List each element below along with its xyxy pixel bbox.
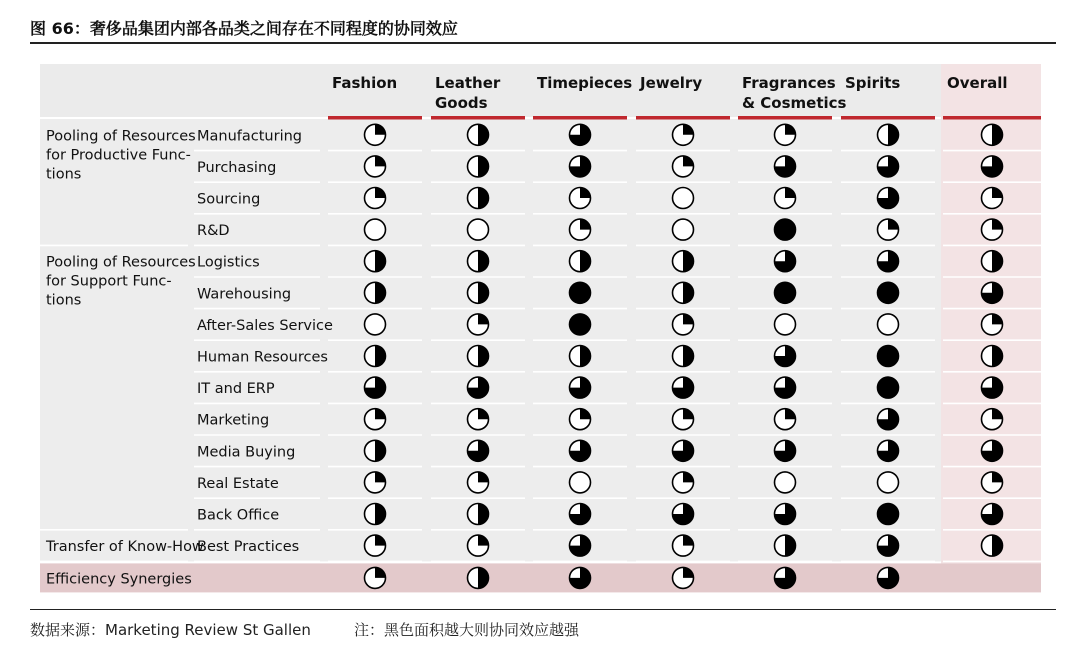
synergy-pie (673, 251, 694, 272)
synergy-pie (468, 124, 489, 145)
synergy-pie (775, 251, 796, 272)
synergy-pie (365, 188, 386, 209)
synergy-pie (673, 472, 694, 493)
row-label: Human Resources (197, 349, 328, 366)
synergy-pie (570, 156, 591, 177)
synergy-pie (775, 124, 796, 145)
column-header: Goods (435, 94, 488, 112)
synergy-pie (468, 251, 489, 272)
synergy-pie (468, 219, 489, 240)
row-label: Warehousing (197, 286, 292, 303)
synergy-pie (365, 314, 386, 335)
synergy-pie (365, 156, 386, 177)
column-header-underline (943, 116, 1041, 120)
synergy-pie (775, 440, 796, 461)
summary-pie (878, 567, 899, 588)
pie-fill (878, 504, 899, 525)
summary-pie (468, 567, 489, 588)
synergy-pie (982, 535, 1003, 556)
footer-rule (30, 609, 1056, 610)
synergy-pie (982, 346, 1003, 367)
summary-pie (365, 567, 386, 588)
group-label: Transfer of Know-How (46, 539, 204, 556)
column-header-underline (841, 116, 935, 120)
synergy-pie (982, 156, 1003, 177)
synergy-pie (570, 440, 591, 461)
pie-outline (775, 472, 796, 493)
column-header: Spirits (845, 74, 901, 92)
synergy-pie (982, 219, 1003, 240)
column-header-underline (431, 116, 525, 120)
pie-fill (775, 219, 796, 240)
synergy-pie (365, 440, 386, 461)
synergy-pie (468, 188, 489, 209)
synergy-pie (775, 314, 796, 335)
synergy-pie (878, 440, 899, 461)
synergy-pie (878, 124, 899, 145)
synergy-pie (775, 472, 796, 493)
pie-outline (878, 314, 899, 335)
synergy-pie (878, 282, 899, 303)
summary-pie (775, 567, 796, 588)
synergy-pie (570, 219, 591, 240)
synergy-pie (673, 219, 694, 240)
synergy-pie (775, 346, 796, 367)
synergy-pie (468, 346, 489, 367)
synergy-pie (673, 409, 694, 430)
summary-pie (570, 567, 591, 588)
column-header-underline (738, 116, 832, 120)
synergy-pie (878, 251, 899, 272)
group-label: Pooling of Resources (46, 254, 196, 271)
synergy-pie (878, 472, 899, 493)
synergy-pie (468, 535, 489, 556)
row-label: Real Estate (197, 475, 279, 492)
synergy-pie (673, 440, 694, 461)
synergy-pie (570, 282, 591, 303)
synergy-pie (673, 377, 694, 398)
synergy-pie (673, 504, 694, 525)
synergy-pie (570, 504, 591, 525)
row-label: Logistics (197, 254, 260, 271)
group-label: tions (46, 292, 82, 309)
synergy-pie (982, 504, 1003, 525)
group-label: for Productive Func- (46, 147, 191, 164)
synergy-pie (570, 251, 591, 272)
synergy-pie (878, 219, 899, 240)
summary-pie (673, 567, 694, 588)
synergy-pie (878, 535, 899, 556)
row-label: Marketing (197, 412, 270, 429)
group-label: for Support Func- (46, 273, 172, 290)
synergy-pie (775, 219, 796, 240)
synergy-pie (878, 156, 899, 177)
row-label: Media Buying (197, 444, 296, 461)
pie-outline (468, 219, 489, 240)
synergy-pie (982, 188, 1003, 209)
row-label: Back Office (197, 507, 280, 524)
synergy-pie (365, 219, 386, 240)
synergy-pie (468, 314, 489, 335)
pie-fill (878, 346, 899, 367)
pie-fill (878, 282, 899, 303)
synergy-pie (570, 472, 591, 493)
pie-fill (570, 314, 591, 335)
pie-outline (878, 472, 899, 493)
row-label: Best Practices (197, 539, 300, 556)
synergy-pie (365, 409, 386, 430)
pie-fill (775, 282, 796, 303)
row-label: Manufacturing (197, 128, 302, 145)
synergy-pie (878, 188, 899, 209)
column-header-underline (533, 116, 627, 120)
pie-outline (365, 314, 386, 335)
synergy-pie (673, 282, 694, 303)
synergy-pie (365, 377, 386, 398)
pie-outline (570, 472, 591, 493)
synergy-pie (775, 535, 796, 556)
group-label: tions (46, 166, 82, 183)
synergy-pie (775, 282, 796, 303)
synergy-pie (468, 472, 489, 493)
synergy-pie (982, 377, 1003, 398)
synergy-pie (673, 314, 694, 335)
synergy-pie (673, 188, 694, 209)
synergy-pie (365, 124, 386, 145)
synergy-pie (982, 472, 1003, 493)
summary-label: Efficiency Synergies (46, 571, 192, 588)
synergy-pie (365, 282, 386, 303)
synergy-pie (570, 124, 591, 145)
synergy-pie (878, 377, 899, 398)
column-header: Timepieces (537, 74, 633, 92)
synergy-pie (673, 346, 694, 367)
synergy-pie (775, 188, 796, 209)
row-label: IT and ERP (197, 381, 275, 398)
synergy-pie (570, 314, 591, 335)
synergy-pie (775, 504, 796, 525)
synergy-pie (982, 440, 1003, 461)
column-header: Fashion (332, 74, 398, 92)
row-label: Sourcing (197, 191, 261, 208)
synergy-pie (570, 188, 591, 209)
synergy-pie (775, 156, 796, 177)
synergy-pie (365, 346, 386, 367)
synergy-pie (468, 156, 489, 177)
column-header: Fragrances (742, 74, 836, 92)
column-header: Overall (947, 74, 1008, 92)
synergy-pie (673, 124, 694, 145)
synergy-pie (365, 535, 386, 556)
synergy-pie (570, 377, 591, 398)
group-label: Pooling of Resources (46, 128, 196, 145)
source-note: 数据来源：Marketing Review St Gallen (30, 621, 311, 639)
pie-outline (775, 314, 796, 335)
synergy-pie (878, 314, 899, 335)
synergy-pie (982, 409, 1003, 430)
column-header-underline (636, 116, 730, 120)
synergy-pie (775, 377, 796, 398)
synergy-pie (775, 409, 796, 430)
column-header: Jewelry (640, 74, 703, 92)
synergy-pie (468, 440, 489, 461)
synergy-pie (570, 346, 591, 367)
pie-outline (673, 219, 694, 240)
synergy-pie (982, 124, 1003, 145)
synergy-pie (982, 282, 1003, 303)
legend-note: 注：黑色面积越大则协同效应越强 (354, 621, 580, 639)
synergy-pie (878, 504, 899, 525)
pie-fill (570, 282, 591, 303)
synergy-pie (570, 409, 591, 430)
synergy-pie (982, 314, 1003, 335)
synergy-pie (468, 377, 489, 398)
synergy-pie (878, 346, 899, 367)
synergy-pie (365, 504, 386, 525)
synergy-pie (673, 535, 694, 556)
pie-outline (673, 188, 694, 209)
column-header: Leather (435, 74, 501, 92)
column-header: & Cosmetics (742, 94, 847, 112)
synergy-pie (468, 409, 489, 430)
column-header-underline (328, 116, 422, 120)
synergy-pie (365, 472, 386, 493)
row-label: Purchasing (197, 159, 277, 176)
figure-title: 图 66：奢侈品集团内部各品类之间存在不同程度的协同效应 (30, 19, 458, 38)
synergy-pie (468, 504, 489, 525)
synergy-pie (982, 251, 1003, 272)
pie-fill (878, 377, 899, 398)
synergy-pie (878, 409, 899, 430)
row-label: After-Sales Service (197, 317, 333, 334)
synergy-pie (570, 535, 591, 556)
synergy-pie (365, 251, 386, 272)
synergy-pie (468, 282, 489, 303)
row-label: R&D (197, 223, 230, 240)
pie-outline (365, 219, 386, 240)
synergy-pie (673, 156, 694, 177)
